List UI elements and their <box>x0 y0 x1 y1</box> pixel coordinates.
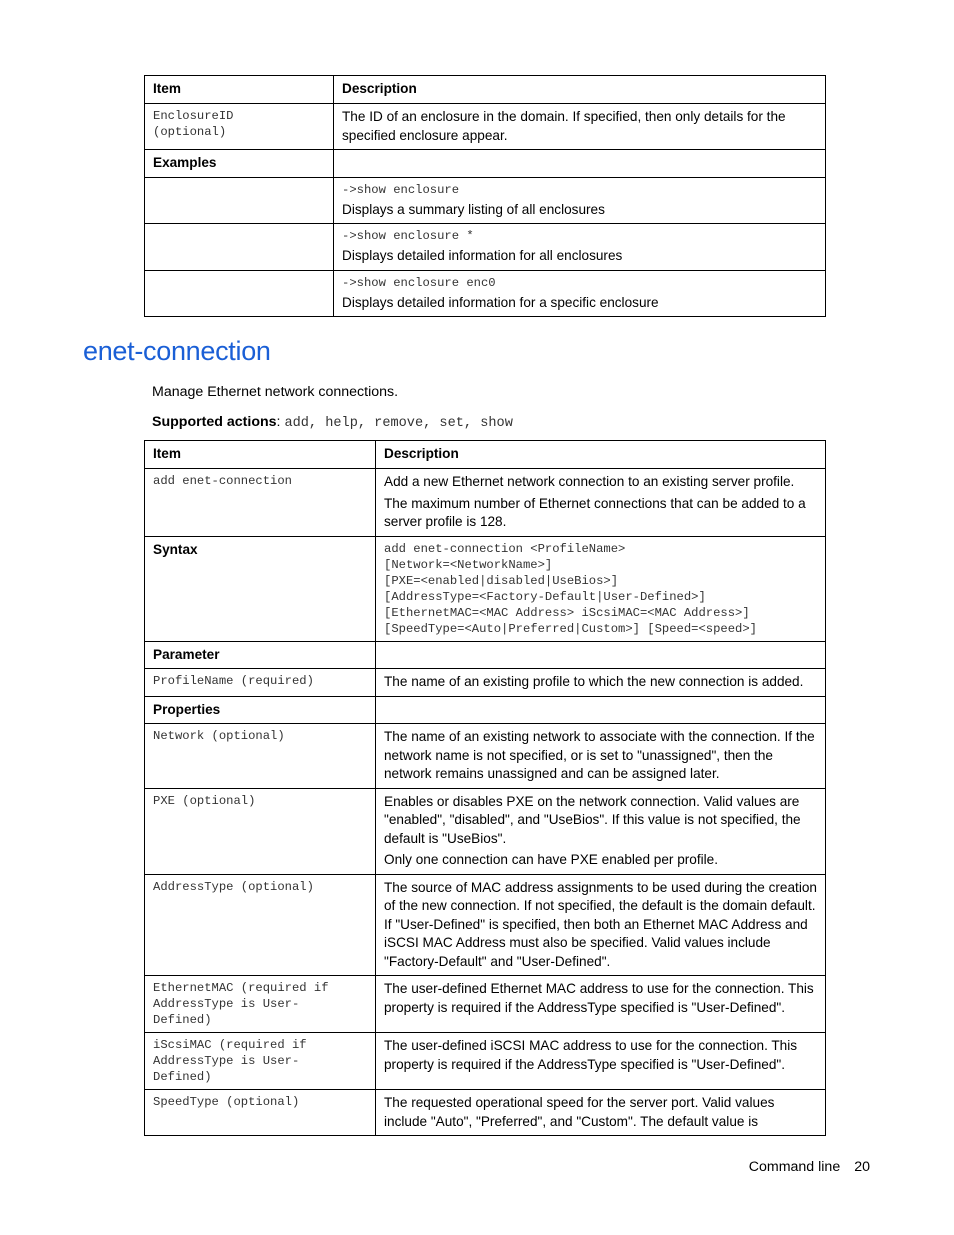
example-row <box>145 224 826 271</box>
empty-cell <box>376 696 826 724</box>
table-row <box>145 469 826 537</box>
empty-cell <box>376 641 826 669</box>
example-text: Displays detailed information for all enclosures <box>342 248 623 263</box>
item-pxe: PXE (optional) <box>145 788 376 874</box>
enclosure-options-table <box>144 75 826 317</box>
example-text: Displays detailed information for a specific enclosure <box>342 294 659 310</box>
item-enclosureid: EnclosureID (optional) <box>145 104 334 150</box>
footer-label: Command line <box>748 1159 841 1175</box>
table-row <box>145 1033 826 1090</box>
parameter-header-row <box>145 641 826 669</box>
example-command: ->show enclosure <box>342 182 460 197</box>
examples-label: Examples <box>145 150 334 178</box>
table-row <box>145 669 826 697</box>
description-network: The name of an existing network to associate with the connection. If the network name is not specified, or is set to "unassigned", then the network remains unassigned and can be assigned later. <box>376 724 826 789</box>
header-description: Description <box>334 76 826 104</box>
empty-cell <box>145 270 334 317</box>
description-addresstype: The source of MAC address assignments to be used during the creation of the new connection. If not specified, the default is the domain default. If "User-Defined" is specified, then both an Ethernet MAC Address and iSCSI MAC Address must also be specified. Valid values include "Factory-Default" and "User-Defined". <box>376 874 826 976</box>
description-enclosureid: The ID of an enclosure in the domain. If specified, then only details for the specified enclosure appear. <box>334 104 826 150</box>
table-row <box>145 724 826 789</box>
example-cell <box>334 224 826 271</box>
syntax-code: add enet-connection <ProfileName> [Network=<NetworkName>] [PXE=<enabled|disabled|UseBios>] [AddressType=<Factory-Default|User-Defined>] [EthernetMAC=<MAC Address> iScsiMAC=<MAC Address>] [SpeedType=<Auto|Preferred|Custom>] [Speed=<speed>] <box>376 536 826 641</box>
example-row <box>145 177 826 224</box>
example-command: ->show enclosure enc0 <box>342 275 496 290</box>
table-row <box>145 874 826 976</box>
table-row <box>145 976 826 1033</box>
properties-label: Properties <box>145 696 376 724</box>
table-header-row <box>145 441 826 469</box>
description-speedtype: The requested operational speed for the server port. Valid values include "Auto", "Preferred", and "Custom". The default value is <box>376 1090 826 1136</box>
example-command: ->show enclosure * <box>342 229 474 243</box>
description-pxe: Enables or disables PXE on the network connection. Valid values are "enabled", "disabled", and "UseBios". If this value is not specified, the default is "UseBios". Only one connection can have PXE enabled per profile. <box>376 788 826 874</box>
enet-connection-table <box>144 440 826 1136</box>
item-iscsimac: iScsiMAC (required if AddressType is User- Defined) <box>145 1033 376 1090</box>
page-number: 20 <box>854 1159 870 1175</box>
header-item: Item <box>145 441 376 469</box>
item-profilename: ProfileName (required) <box>145 669 376 697</box>
item-speedtype: SpeedType (optional) <box>145 1090 376 1136</box>
item-network: Network (optional) <box>145 724 376 789</box>
description-profilename: The name of an existing profile to which the new connection is added. <box>376 669 826 697</box>
description-add-enet-connection: Add a new Ethernet network connection to an existing server profile. The maximum number of Ethernet connections that can be added to a server profile is 128. <box>376 469 826 537</box>
example-row <box>145 270 826 317</box>
item-ethernetmac: EthernetMAC (required if AddressType is User- Defined) <box>145 976 376 1033</box>
syntax-row <box>145 536 826 641</box>
section-title: enet-connection <box>83 336 271 366</box>
empty-cell <box>145 224 334 271</box>
syntax-label: Syntax <box>145 536 376 641</box>
description-iscsimac: The user-defined iSCSI MAC address to use for the connection. This property is required if the AddressType specified is "User-Defined". <box>376 1033 826 1090</box>
item-addresstype: AddressType (optional) <box>145 874 376 976</box>
empty-cell <box>334 150 826 178</box>
description-ethernetmac: The user-defined Ethernet MAC address to use for the connection. This property is required if the AddressType specified is "User-Defined". <box>376 976 826 1033</box>
supported-actions-label: Supported actions <box>152 414 277 430</box>
example-text: Displays a summary listing of all enclosures <box>342 201 605 217</box>
empty-cell <box>145 177 334 224</box>
header-item: Item <box>145 76 334 104</box>
parameter-label: Parameter <box>145 641 376 669</box>
supported-actions-list: add, help, remove, set, show <box>284 416 513 431</box>
table-row <box>145 788 826 874</box>
table-row <box>145 1090 826 1136</box>
examples-header-row <box>145 150 826 178</box>
section-intro: Manage Ethernet network connections. <box>152 384 399 400</box>
table-row <box>145 104 826 150</box>
properties-header-row <box>145 696 826 724</box>
example-cell <box>334 270 826 317</box>
header-description: Description <box>376 441 826 469</box>
table-header-row <box>145 76 826 104</box>
item-add-enet-connection: add enet-connection <box>145 469 376 537</box>
example-cell <box>334 177 826 224</box>
supported-actions: Supported actions: add, help, remove, set, show <box>152 414 513 431</box>
page-footer <box>749 1159 870 1175</box>
